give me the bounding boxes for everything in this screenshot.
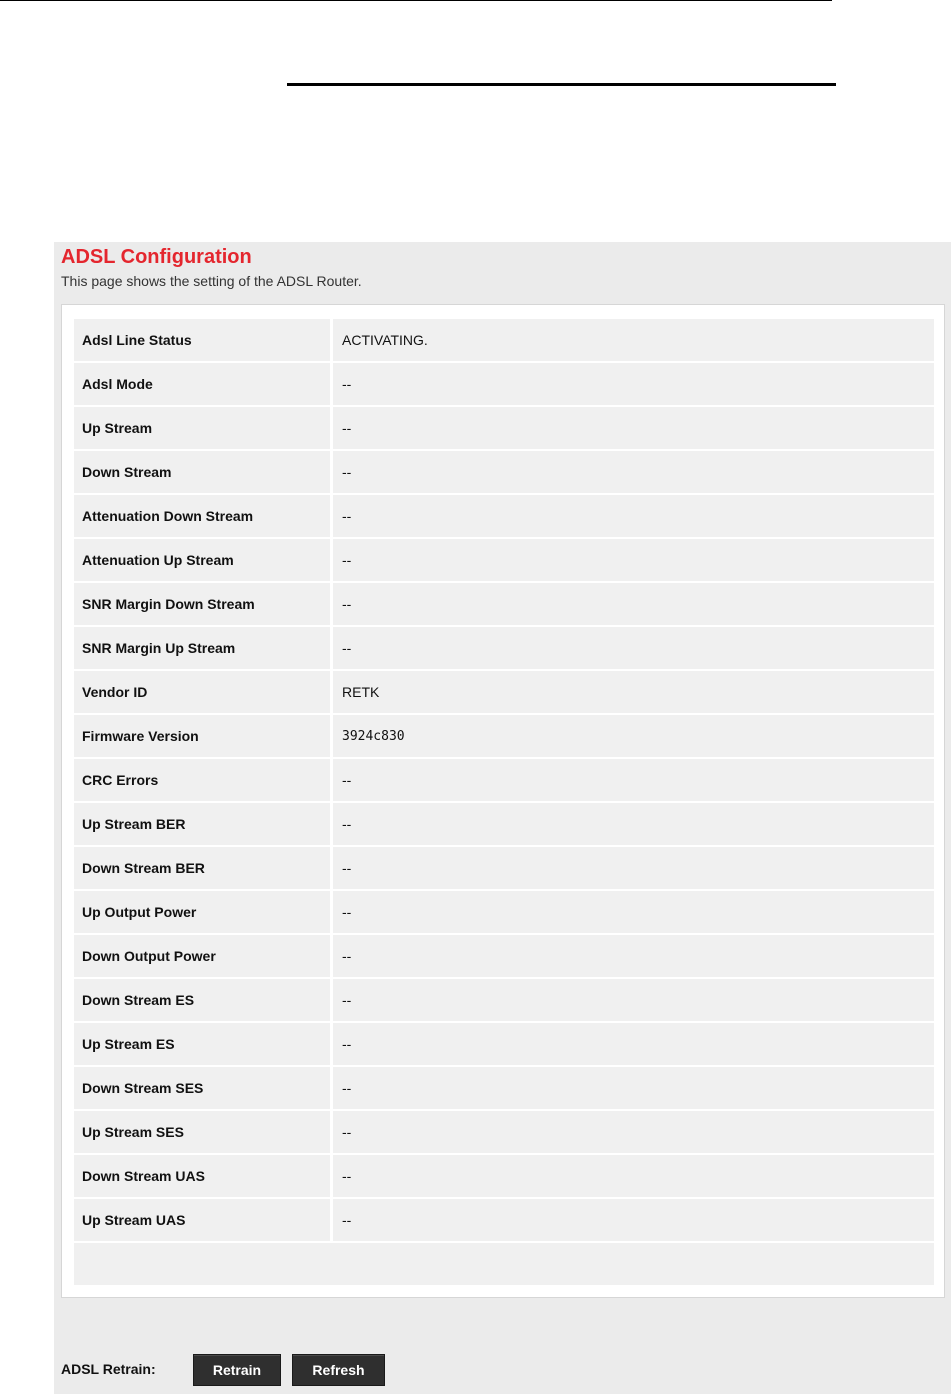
table-row [74, 671, 934, 713]
table-row [74, 847, 934, 889]
table-row [74, 715, 934, 757]
table-row [74, 1023, 934, 1065]
row-label: CRC Errors [74, 759, 333, 801]
row-value: -- [333, 1199, 934, 1241]
row-label: Down Stream BER [74, 847, 333, 889]
retrain-button[interactable]: Retrain [193, 1354, 281, 1386]
row-value: -- [333, 495, 934, 537]
row-label: Up Stream BER [74, 803, 333, 845]
row-value: -- [333, 759, 934, 801]
table-row [74, 627, 934, 669]
table-row [74, 759, 934, 801]
table-row [74, 891, 934, 933]
table-row [74, 539, 934, 581]
table-row [74, 583, 934, 625]
row-value: -- [333, 803, 934, 845]
row-value: -- [333, 1111, 934, 1153]
table-row [74, 803, 934, 845]
row-value: -- [333, 451, 934, 493]
row-value: -- [333, 1067, 934, 1109]
table-row [74, 407, 934, 449]
row-label: Up Stream ES [74, 1023, 333, 1065]
empty-cell [74, 1243, 934, 1285]
row-label: Attenuation Up Stream [74, 539, 333, 581]
page-description: This page shows the setting of the ADSL Router. [61, 273, 362, 289]
row-value: -- [333, 627, 934, 669]
table-row [74, 1067, 934, 1109]
row-value: -- [333, 407, 934, 449]
refresh-button[interactable]: Refresh [292, 1354, 385, 1386]
table-row-empty [74, 1243, 934, 1285]
row-value: ACTIVATING. [333, 319, 934, 361]
page-title: ADSL Configuration [61, 246, 252, 268]
row-label: Up Output Power [74, 891, 333, 933]
adsl-retrain-label: ADSL Retrain: [61, 1361, 156, 1377]
top-divider [0, 0, 832, 1]
row-label: SNR Margin Up Stream [74, 627, 333, 669]
row-value: -- [333, 979, 934, 1021]
table-row [74, 1155, 934, 1197]
row-value: -- [333, 363, 934, 405]
row-label: SNR Margin Down Stream [74, 583, 333, 625]
header-divider [287, 83, 836, 86]
table-row [74, 451, 934, 493]
row-value: 3924c830 [333, 715, 934, 757]
row-label: Adsl Mode [74, 363, 333, 405]
table-row [74, 979, 934, 1021]
row-label: Down Stream SES [74, 1067, 333, 1109]
table-row [74, 1111, 934, 1153]
table-row [74, 935, 934, 977]
row-value: -- [333, 935, 934, 977]
table-row [74, 319, 934, 361]
row-label: Adsl Line Status [74, 319, 333, 361]
table-row [74, 495, 934, 537]
row-value: -- [333, 1023, 934, 1065]
status-table-container [61, 304, 945, 1298]
row-label: Down Stream [74, 451, 333, 493]
row-value: -- [333, 1155, 934, 1197]
row-label: Firmware Version [74, 715, 333, 757]
row-label: Down Stream UAS [74, 1155, 333, 1197]
row-label: Attenuation Down Stream [74, 495, 333, 537]
row-value: -- [333, 539, 934, 581]
table-row [74, 1199, 934, 1241]
row-label: Vendor ID [74, 671, 333, 713]
row-label: Down Output Power [74, 935, 333, 977]
row-value: -- [333, 847, 934, 889]
row-label: Down Stream ES [74, 979, 333, 1021]
row-value: RETK [333, 671, 934, 713]
row-value: -- [333, 583, 934, 625]
row-label: Up Stream SES [74, 1111, 333, 1153]
row-label: Up Stream UAS [74, 1199, 333, 1241]
adsl-status-table [74, 317, 934, 1287]
row-value: -- [333, 891, 934, 933]
row-label: Up Stream [74, 407, 333, 449]
table-row [74, 363, 934, 405]
